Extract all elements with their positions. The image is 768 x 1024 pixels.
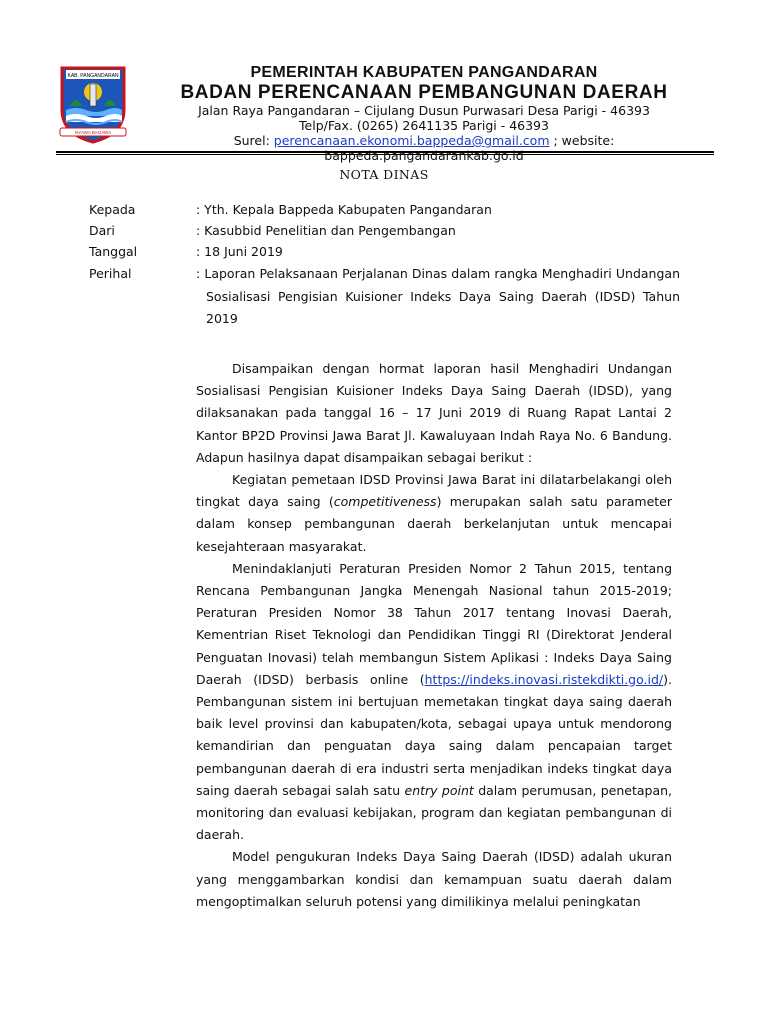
idsd-link[interactable]: https://indeks.inovasi.ristekdikti.go.id/ [424, 671, 664, 687]
paragraph-3-italic: entry point [404, 782, 474, 798]
dari-value: : Kasubbid Penelitian dan Pengembangan [196, 223, 456, 238]
letter-body [196, 358, 672, 913]
paragraph-4: Model pengukuran Indeks Daya Saing Daerah (IDSD) adalah ukuran yang menggambarkan kondisi dan kemampuan suatu daerah dalam mengoptimalkan seluruh potensi yang dimilikinya melalui peningkatan [196, 849, 672, 909]
kepada-value: : Yth. Kepala Bappeda Kabupaten Pangandaran [196, 202, 492, 217]
dari-label: Dari [89, 223, 115, 238]
agency-phone: Telp/Fax. (0265) 2641135 Parigi - 46393 [299, 118, 549, 133]
document-title: NOTA DINAS [339, 167, 429, 182]
agency-contact [134, 133, 714, 163]
perihal-value [196, 263, 680, 331]
website-text: ; website: bappeda.pangandarankab.go.id [324, 133, 615, 163]
letterhead-rule-thick [56, 151, 714, 153]
agency-name: BADAN PERENCANAAN PEMBANGUNAN DAERAH [180, 82, 668, 103]
paragraph-2 [196, 469, 672, 558]
kepada-label: Kepada [89, 202, 136, 217]
tanggal-value: : 18 Juni 2019 [196, 244, 283, 259]
logo-top-text: KAB. PANGANDARAN [67, 73, 119, 79]
agency-address: Jalan Raya Pangandaran – Cijulang Dusun Purwasari Desa Parigi - 46393 [198, 103, 650, 118]
government-name: PEMERINTAH KABUPATEN PANGANDARAN [250, 64, 598, 81]
logo-bottom-text: NYAWA BAGAWA [74, 130, 112, 135]
paragraph-1: Disampaikan dengan hormat laporan hasil Menghadiri Undangan Sosialisasi Pengisian Kuisioner Indeks Daya Saing Daerah (IDSD), yang dilaksanakan pada tanggal 16 – 17 Juni 2019 di Ruang Rapat Lantai 2 Kantor BP2D Provinsi Jawa Barat Jl. Kawaluyaan Indah Raya No. 6 Bandung. Adapun hasilnya dapat disampaikan sebagai berikut : [196, 361, 672, 465]
paragraph-3-text-c: dalam perumusan, penetapan, monitoring dan evaluasi kebijakan, program dan kegiatan pembangunan di daerah. [196, 782, 672, 843]
email-link[interactable]: perencanaan.ekonomi.bappeda@gmail.com [273, 133, 550, 148]
paragraph-3-text-a: Menindaklanjuti Peraturan Presiden Nomor 2 Tahun 2015, tentang Rencana Pembangunan Jangka Menengah Nasional tahun 2015-2019; Peraturan Presiden Nomor 38 Tahun 2017 tentang Inovasi Daerah, Kementrian Riset Teknologi dan Pendidikan Tinggi RI (Direktorat Jenderal Penguatan Inovasi) telah membangun Sistem Aplikasi : Indeks Daya Saing Daerah (IDSD) berbasis online ( [196, 560, 672, 687]
paragraph-2-text-b: ) merupakan salah satu parameter dalam konsep pembangunan daerah berkelanjutan untuk mencapai kesejahteraan masyarakat. [196, 494, 673, 554]
paragraph-3 [196, 558, 672, 847]
regency-emblem-logo [56, 64, 130, 144]
perihal-line-3: 2019 [206, 311, 238, 326]
letterhead-rule-thin [56, 154, 714, 155]
paragraph-3-text-b: ). Pembangunan sistem ini bertujuan memetakan tingkat daya saing daerah baik level provinsi dan kabupaten/kota, sebagai upaya untuk mendorong kemandirian dan penguatan daya saing dalam pencapaian target pembangunan daerah di era industri serta menjadikan indeks tingkat daya saing daerah sebagai salah satu [196, 671, 672, 798]
email-prefix: Surel: [233, 133, 274, 148]
perihal-line-1: : Laporan Pelaksanaan Perjalanan Dinas dalam rangka Menghadiri Undangan [196, 266, 680, 281]
letterhead [134, 64, 714, 163]
paragraph-2-text-a: Kegiatan pemetaan IDSD Provinsi Jawa Barat ini dilatarbelakangi oleh tingkat daya saing ( [196, 472, 672, 510]
perihal-line-2: Sosialisasi Pengisian Kuisioner Indeks Daya Saing Daerah (IDSD) Tahun [206, 288, 680, 304]
perihal-label: Perihal [89, 266, 132, 281]
tanggal-label: Tanggal [89, 244, 138, 259]
paragraph-2-italic: competitiveness [333, 494, 437, 510]
